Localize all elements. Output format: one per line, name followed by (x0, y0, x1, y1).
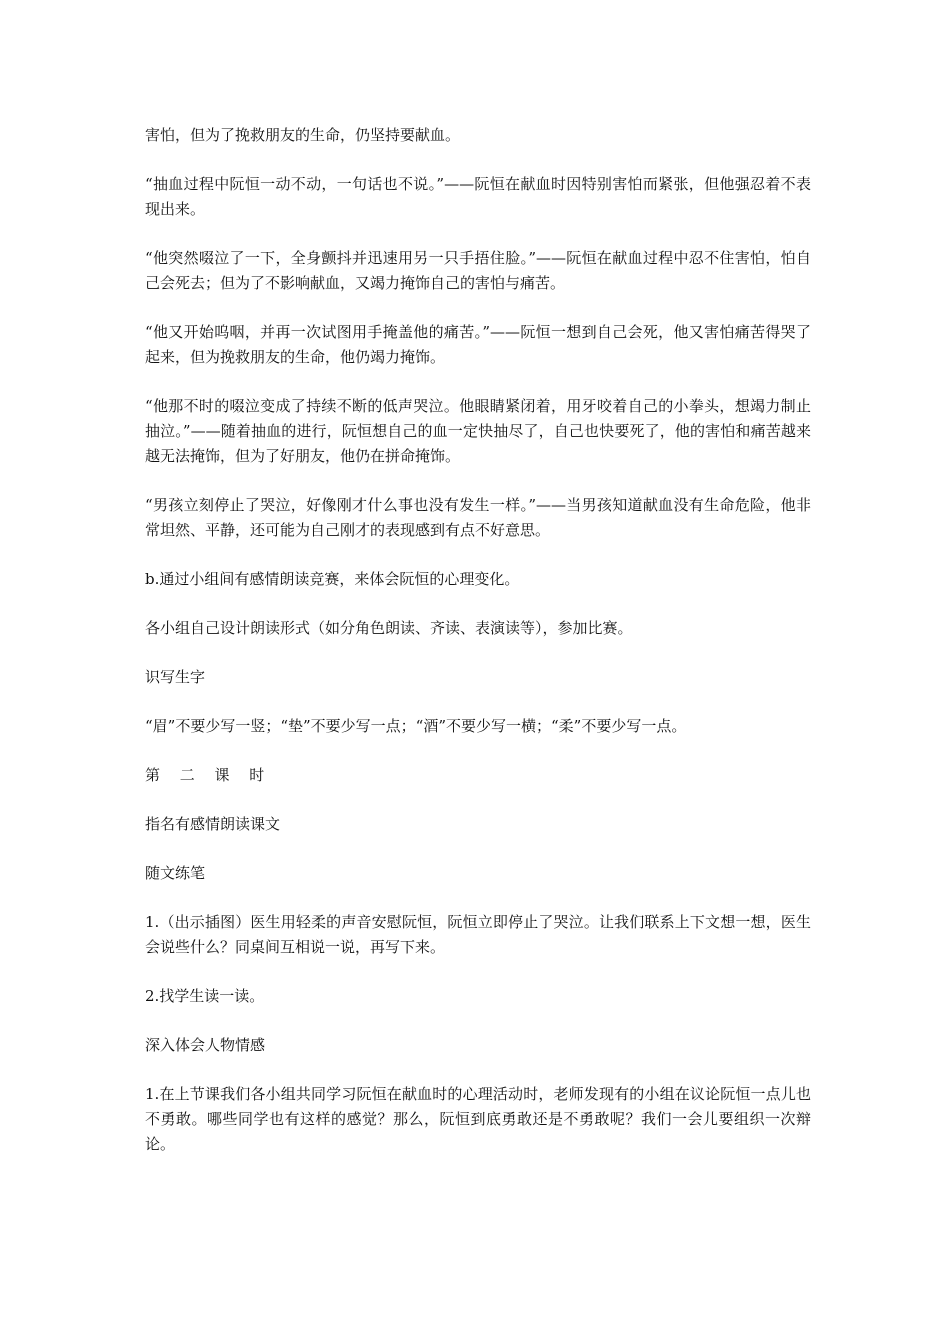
section-heading: 随文练笔 (145, 864, 206, 882)
paragraph: 2.找学生读一读。 (145, 987, 265, 1005)
paragraph: b.通过小组间有感情朗读竞赛，来体会阮恒的心理变化。 (145, 570, 520, 588)
lesson-heading: 第 二 课 时 (145, 766, 272, 784)
paragraph: 各小组自己设计朗读形式（如分角色朗读、齐读、表演读等），参加比赛。 (145, 619, 633, 637)
section-heading: 指名有感情朗读课文 (145, 815, 281, 833)
paragraph: “他又开始呜咽，并再一次试图用手掩盖他的痛苦。”——阮恒一想到自己会死，他又害怕痛苦得哭了起来，但为挽救朋友的生命，他仍竭力掩饰。 (145, 323, 811, 366)
section-heading: 深入体会人物情感 (145, 1036, 266, 1054)
section-heading: 识写生字 (145, 668, 206, 686)
paragraph: 1.在上节课我们各小组共同学习阮恒在献血时的心理活动时，老师发现有的小组在议论阮恒一点儿也不勇敢。哪些同学也有这样的感觉？那么，阮恒到底勇敢还是不勇敢呢？我们一会儿要组织一次辩论。 (145, 1085, 811, 1153)
paragraph: 害怕，但为了挽救朋友的生命，仍坚持要献血。 (145, 126, 461, 144)
paragraph: “他那不时的啜泣变成了持续不断的低声哭泣。他眼睛紧闭着，用牙咬着自己的小拳头，想竭力制止抽泣。”——随着抽血的进行，阮恒想自己的血一定快抽尽了，自己也快要死了，他的害怕和痛苦越来越无法掩饰，但为了好朋友，他仍在拼命掩饰。 (145, 397, 811, 465)
paragraph: “他突然啜泣了一下，全身颤抖并迅速用另一只手捂住脸。”——阮恒在献血过程中忍不住害怕，怕自己会死去；但为了不影响献血，又竭力掩饰自己的害怕与痛苦。 (145, 249, 811, 292)
document-body (145, 123, 811, 1181)
paragraph: “男孩立刻停止了哭泣，好像刚才什么事也没有发生一样。”——当男孩知道献血没有生命危险，他非常坦然、平静，还可能为自己刚才的表现感到有点不好意思。 (145, 496, 811, 539)
paragraph: 1.（出示插图）医生用轻柔的声音安慰阮恒，阮恒立即停止了哭泣。让我们联系上下文想一想，医生会说些什么？同桌间互相说一说，再写下来。 (145, 913, 811, 956)
paragraph: “眉”不要少写一竖；“垫”不要少写一点；“酒”不要少写一横；“柔”不要少写一点。 (145, 717, 687, 735)
paragraph: “抽血过程中阮恒一动不动，一句话也不说。”——阮恒在献血时因特别害怕而紧张，但他强忍着不表现出来。 (145, 175, 811, 218)
